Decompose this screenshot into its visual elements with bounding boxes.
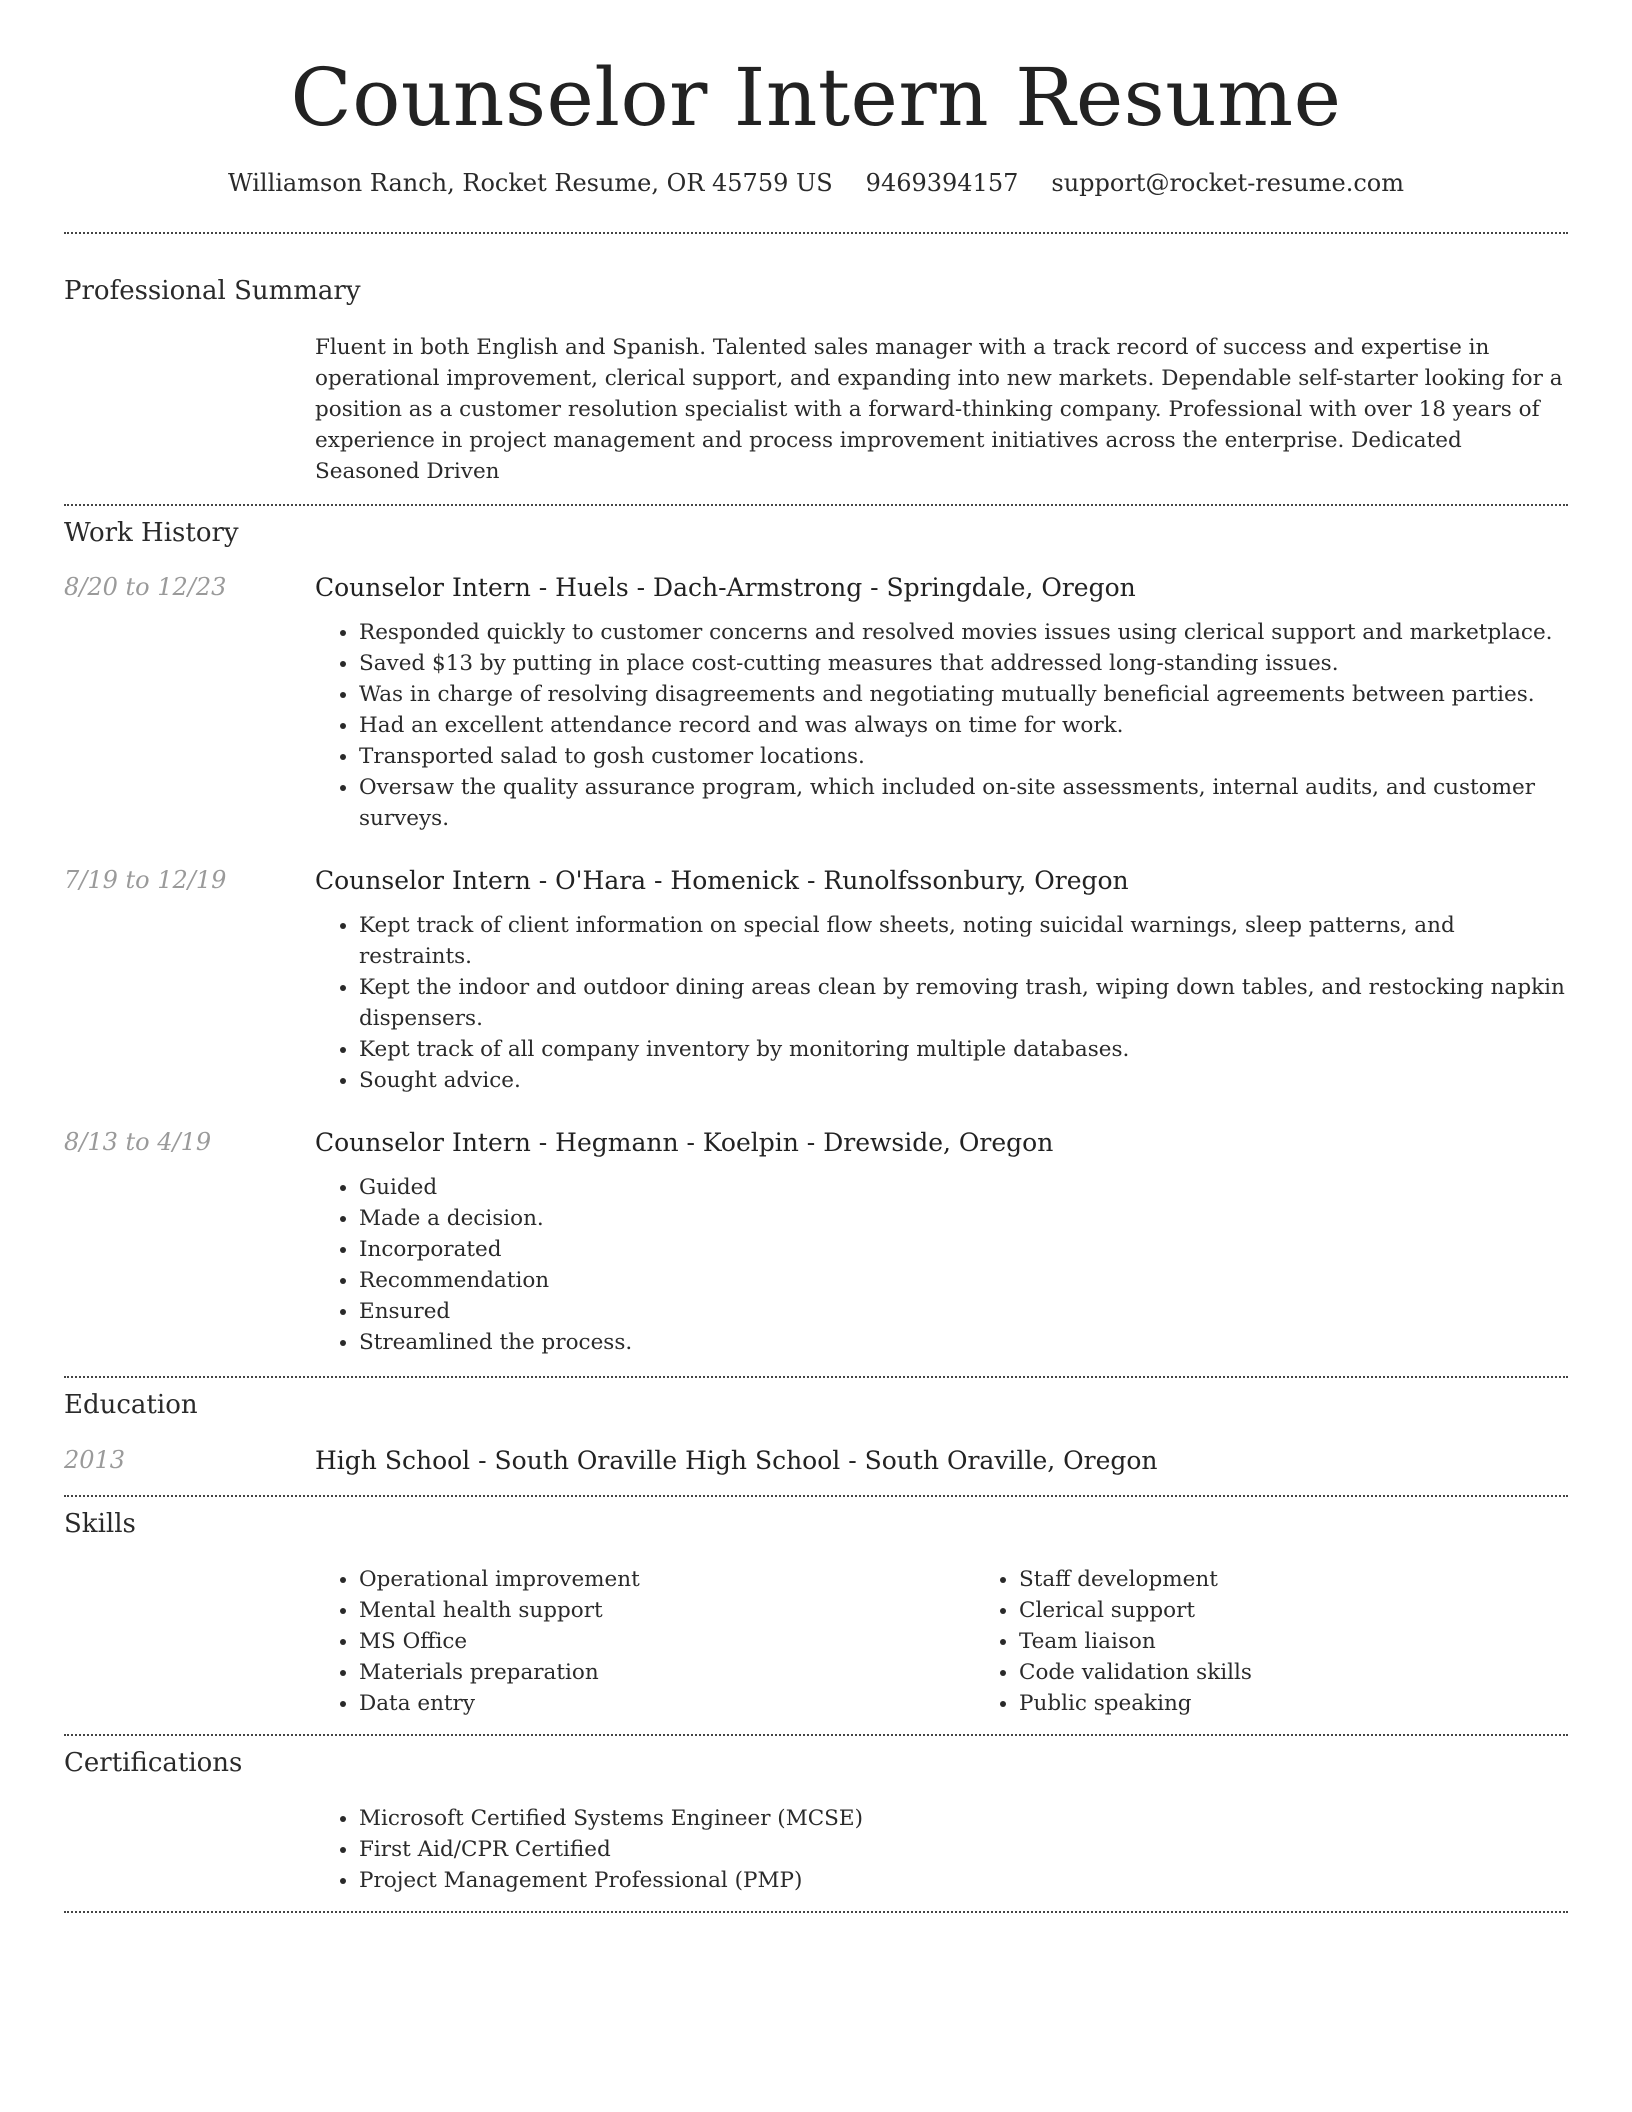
list-item: • Guided bbox=[359, 1172, 1568, 1203]
list-item: • Kept the indoor and outdoor dining areas clean by removing trash, wiping down tables, and restocking napkin dispensers. bbox=[359, 972, 1568, 1034]
list-item: • Recommendation bbox=[359, 1265, 1568, 1296]
section-title-certifications: Certifications bbox=[64, 1748, 243, 1778]
list-item: • Incorporated bbox=[359, 1234, 1568, 1265]
list-item: • Data entry bbox=[359, 1688, 975, 1719]
skills-list-right bbox=[975, 1564, 1632, 1719]
job-dates: 8/13 to 4/19 bbox=[64, 1128, 212, 1156]
skills-list-left bbox=[315, 1564, 975, 1719]
contact-phone: 9469394157 bbox=[865, 169, 1019, 197]
contact-line bbox=[64, 169, 1568, 197]
section-title-work: Work History bbox=[64, 518, 239, 548]
job-entry bbox=[64, 866, 1568, 1096]
list-item: • Materials preparation bbox=[359, 1657, 975, 1688]
certifications-row bbox=[64, 1803, 1568, 1896]
education-entry bbox=[64, 1446, 1568, 1475]
list-item: • Code validation skills bbox=[1019, 1657, 1632, 1688]
certifications-list bbox=[315, 1803, 1568, 1896]
job-bullets bbox=[315, 617, 1568, 834]
job-entry bbox=[64, 573, 1568, 834]
resume-page bbox=[64, 0, 1568, 1913]
skills-row bbox=[64, 1564, 1568, 1719]
job-title: Counselor Intern - Huels - Dach-Armstrong - Springdale, Oregon bbox=[315, 573, 1136, 602]
list-item: • Had an excellent attendance record and was always on time for work. bbox=[359, 710, 1568, 741]
divider bbox=[64, 232, 1568, 234]
education-year: 2013 bbox=[64, 1446, 126, 1474]
list-item: • Kept track of all company inventory by monitoring multiple databases. bbox=[359, 1034, 1568, 1065]
section-title-skills: Skills bbox=[64, 1509, 136, 1539]
list-item: • Transported salad to gosh customer locations. bbox=[359, 741, 1568, 772]
job-bullets bbox=[315, 1172, 1568, 1358]
summary-text: Fluent in both English and Spanish. Talented sales manager with a track record of success and expertise in operational improvement, clerical support, and expanding into new markets. Dependable self-starter looking for a position as a customer resolution specialist with a forward-thinking company. Professional with over 18 years of experience in project management and process improvement initiatives across the enterprise. Dedicated Seasoned Driven bbox=[315, 335, 1563, 484]
job-title: Counselor Intern - O'Hara - Homenick - Runolfssonbury, Oregon bbox=[315, 866, 1129, 895]
divider bbox=[64, 1495, 1568, 1497]
divider bbox=[64, 1376, 1568, 1378]
list-item: • MS Office bbox=[359, 1626, 975, 1657]
list-item: • Saved $13 by putting in place cost-cutting measures that addressed long-standing issues. bbox=[359, 648, 1568, 679]
list-item: • Responded quickly to customer concerns and resolved movies issues using clerical support and marketplace. bbox=[359, 617, 1568, 648]
list-item: • Staff development bbox=[1019, 1564, 1632, 1595]
job-bullets bbox=[315, 910, 1568, 1096]
list-item: • Operational improvement bbox=[359, 1564, 975, 1595]
contact-email: support@rocket-resume.com bbox=[1051, 169, 1404, 197]
education-text: High School - South Oraville High School - South Oraville, Oregon bbox=[315, 1446, 1158, 1475]
list-item: • Ensured bbox=[359, 1296, 1568, 1327]
job-dates: 7/19 to 12/19 bbox=[64, 866, 227, 894]
summary-row bbox=[64, 332, 1568, 487]
divider bbox=[64, 504, 1568, 506]
list-item: • Was in charge of resolving disagreements and negotiating mutually beneficial agreements between parties. bbox=[359, 679, 1568, 710]
list-item: • Mental health support bbox=[359, 1595, 975, 1626]
list-item: • Streamlined the process. bbox=[359, 1327, 1568, 1358]
list-item: • Microsoft Certified Systems Engineer (MCSE) bbox=[359, 1803, 1568, 1834]
list-item: • Oversaw the quality assurance program, which included on-site assessments, internal audits, and customer surveys. bbox=[359, 772, 1568, 834]
divider bbox=[64, 1911, 1568, 1913]
contact-address: Williamson Ranch, Rocket Resume, OR 45759 US bbox=[227, 169, 833, 197]
list-item: • Made a decision. bbox=[359, 1203, 1568, 1234]
list-item: • Kept track of client information on special flow sheets, noting suicidal warnings, sleep patterns, and restraints. bbox=[359, 910, 1568, 972]
job-title: Counselor Intern - Hegmann - Koelpin - Drewside, Oregon bbox=[315, 1128, 1054, 1157]
list-item: • Public speaking bbox=[1019, 1688, 1632, 1719]
list-item: • Clerical support bbox=[1019, 1595, 1632, 1626]
section-title-summary: Professional Summary bbox=[64, 276, 361, 306]
skills-grid bbox=[315, 1564, 1632, 1719]
list-item: • Sought advice. bbox=[359, 1065, 1568, 1096]
list-item: • Project Management Professional (PMP) bbox=[359, 1865, 1568, 1896]
divider bbox=[64, 1734, 1568, 1736]
resume-title: Counselor Intern Resume bbox=[290, 51, 1342, 144]
job-dates: 8/20 to 12/23 bbox=[64, 573, 227, 601]
section-title-education: Education bbox=[64, 1390, 198, 1420]
list-item: • Team liaison bbox=[1019, 1626, 1632, 1657]
job-entry bbox=[64, 1128, 1568, 1358]
list-item: • First Aid/CPR Certified bbox=[359, 1834, 1568, 1865]
